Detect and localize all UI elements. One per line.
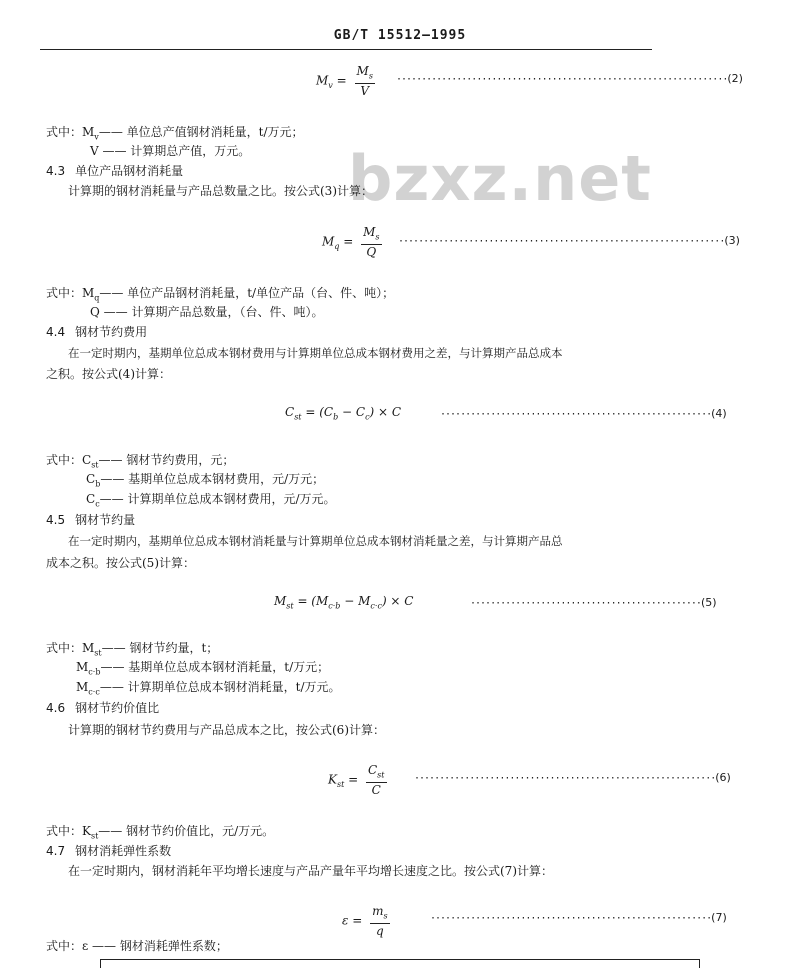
formula-4-leader: ······················································(4) (440, 407, 727, 420)
section-4-3-heading: 4.3 单位产品钢材消耗量 (46, 164, 184, 178)
watermark: bzxz.net (348, 142, 652, 215)
section-4-4-desc-1: 在一定时期内，基期单位总成本钢材费用与计算期单位总成本钢材费用之差，与计算期产品总成本 (68, 346, 563, 360)
section-4-7-heading: 4.7 钢材消耗弹性系数 (46, 844, 172, 858)
header-rule (40, 49, 652, 50)
section-4-6-heading: 4.6 钢材节约价值比 (46, 701, 160, 715)
where-v: V —— 计算期总产值，万元。 (90, 144, 251, 158)
formula-5-leader: ··············································(5) (470, 596, 717, 609)
section-4-3-desc: 计算期的钢材消耗量与产品总数量之比。按公式(3)计算： (68, 184, 374, 198)
where-cb: $C_b——$ 基期单位总成本钢材费用，元/万元； (86, 472, 325, 489)
formula-6: $K_{st}$ = $\frac{C_{st}}{C}$ (328, 763, 385, 798)
formula-5: $M_{st} = (M_{c\cdot b} - M_{c\cdot c}) \times C$ (274, 594, 414, 611)
formula-2-leader: ··································································(2) (396, 72, 743, 85)
formula-3-leader: ·································································(3) (398, 234, 740, 247)
section-4-7-desc: 在一定时期内，钢材消耗年平均增长速度与产品产量年平均增长速度之比。按公式(7)计算： (68, 864, 554, 878)
section-4-6-desc: 计算期的钢材节约费用与产品总成本之比，按公式(6)计算： (68, 723, 386, 737)
bottom-frame (100, 959, 700, 968)
where-cst: 式中：$C_{st}——$ 钢材节约费用，元； (46, 453, 235, 470)
where-kst: 式中：$K_{st}——$ 钢材节约价值比，元/万元。 (46, 824, 275, 841)
where-mcb: $M_{c\cdot b}——$ 基期单位总成本钢材消耗量，t/万元； (76, 660, 330, 677)
where-q: Q —— 计算期产品总数量，（台、件、吨）。 (90, 305, 324, 319)
formula-3: $M_q$ = $\frac{M_s}{Q}$ (322, 225, 380, 260)
section-4-5-desc-1: 在一定时期内，基期单位总成本钢材消耗量与计算期单位总成本钢材消耗量之差，与计算期产品总 (68, 534, 563, 548)
where-epsilon: 式中：ε —— 钢材消耗弹性系数； (46, 939, 228, 953)
formula-7-leader: ························································(7) (430, 911, 727, 924)
where-mst: 式中：$M_{st}——$ 钢材节约量，t； (46, 641, 219, 658)
section-4-5-heading: 4.5 钢材节约量 (46, 513, 136, 527)
formula-4: $C_{st} = (C_b - C_c) \times C$ (285, 405, 402, 422)
formula-6-leader: ····························································(6) (414, 771, 731, 784)
section-4-4-heading: 4.4 钢材节约费用 (46, 325, 148, 339)
where-mq: 式中：$M_q——$ 单位产品钢材消耗量，t/单位产品（台、件、吨）； (46, 286, 395, 303)
section-4-5-desc-2: 成本之积。按公式(5)计算： (46, 556, 195, 570)
section-4-4-desc-2: 之积。按公式(4)计算： (46, 367, 171, 381)
where-mcc: $M_{c\cdot c}——$ 计算期单位总成本钢材消耗量，t/万元。 (76, 680, 341, 697)
page-header-standard-code: GB/T 15512—1995 (333, 28, 467, 43)
formula-2: $M_v$ = $\frac{M_s}{V}$ (316, 64, 373, 99)
where-mv: 式中：$M_v——$ 单位总产值钢材消耗量，t/万元； (46, 125, 304, 142)
where-cc: $C_c——$ 计算期单位总成本钢材费用，元/万元。 (86, 492, 336, 509)
formula-7: ε = $\frac{m_s}{q}$ (342, 904, 388, 939)
